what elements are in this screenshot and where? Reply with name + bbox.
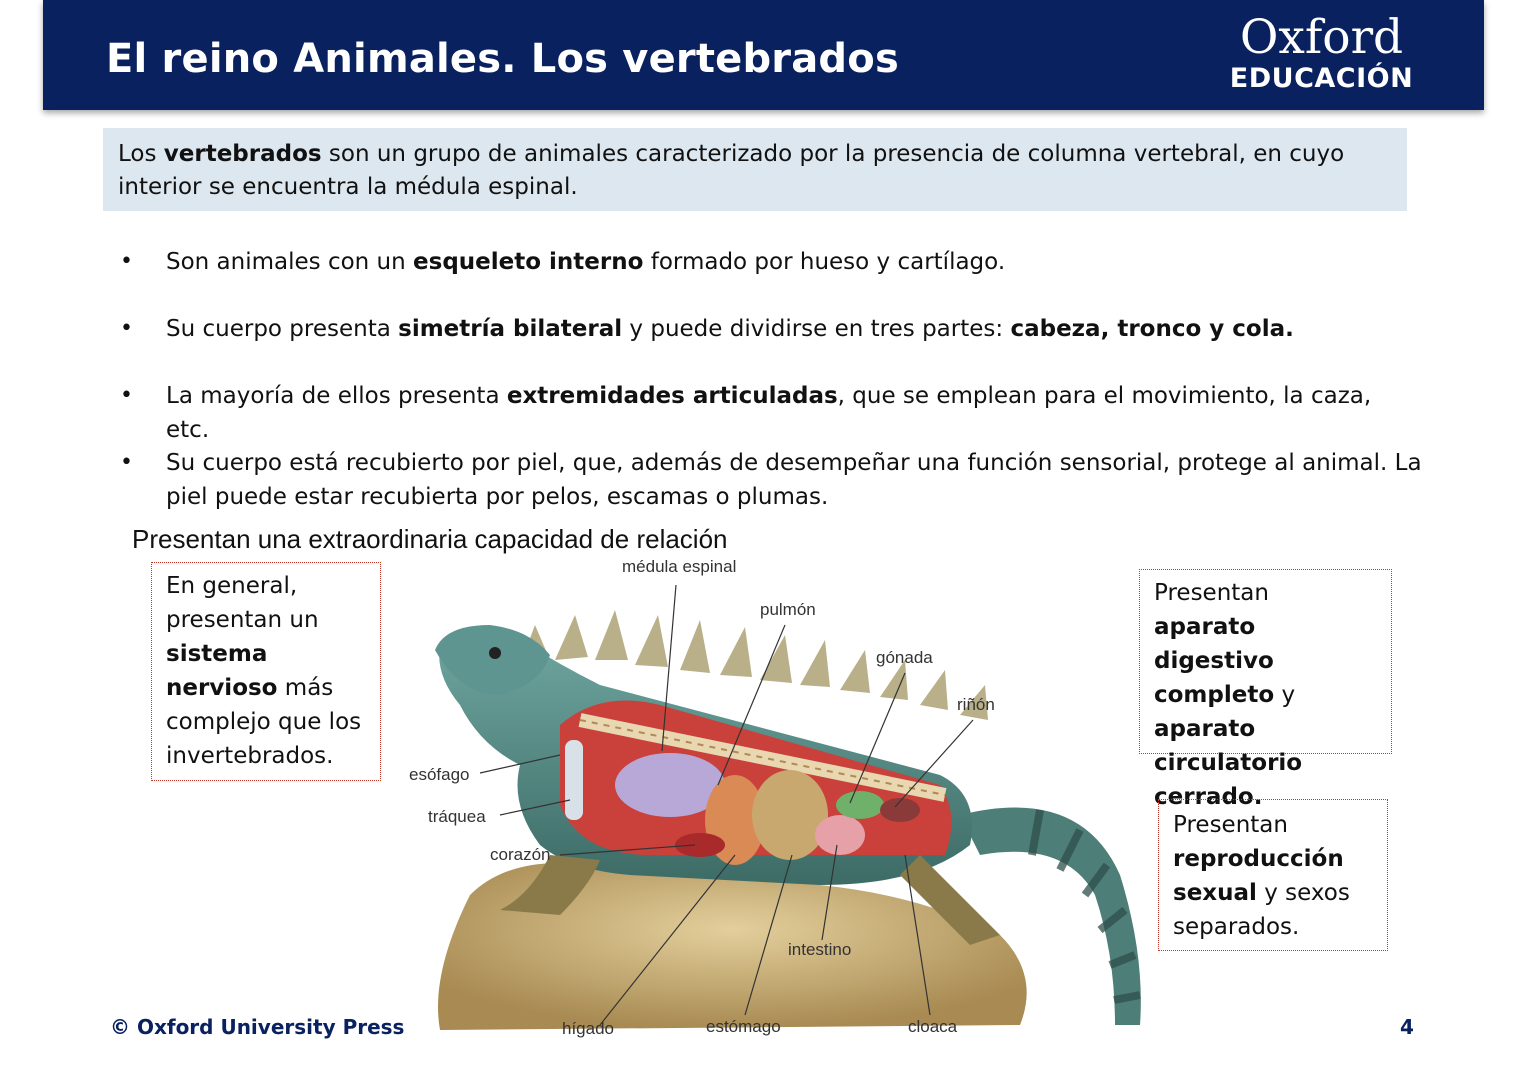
intestine-shape: [815, 815, 865, 855]
bullet-bold: extremidades articuladas: [506, 383, 838, 409]
box-text: En general, presentan un: [166, 573, 319, 633]
label-medula: médula espinal: [622, 557, 737, 576]
bullet-text: Su cuerpo está recubierto por piel, que, además de desempeñar una función sensorial, protege al animal. La piel puede estar recubierta por pelos, escamas o plumas.: [166, 450, 1422, 510]
oxford-logo: [1229, 12, 1414, 102]
box-text: y sexos separados.: [1173, 880, 1350, 940]
stomach-shape: [752, 770, 828, 860]
bullet-marker: •: [120, 383, 133, 408]
box-text: más complejo que los invertebrados.: [166, 675, 362, 769]
heart-shape: [675, 833, 725, 857]
list-item: [120, 312, 1294, 346]
page-title: El reino Animales. Los vertebrados: [106, 36, 899, 82]
bullet-marker: •: [120, 316, 133, 341]
definition-pre: Los: [118, 141, 164, 167]
label-pulmon: pulmón: [760, 600, 816, 619]
iguana-anatomy-figure: [400, 555, 1160, 1065]
bullet-bold: simetría bilateral: [398, 316, 623, 342]
box-text: Presentan: [1173, 812, 1288, 838]
label-rinon: riñón: [957, 695, 995, 714]
logo-word: Oxford: [1239, 10, 1404, 65]
logo-subtitle: EDUCACIÓN: [1229, 63, 1414, 94]
box-text: y: [1274, 682, 1296, 708]
bullet-text: , que se emplean para el movimiento, la caza, etc.: [166, 383, 1372, 443]
bullet-text: Son animales con un: [166, 249, 414, 275]
label-intestino: intestino: [788, 940, 852, 959]
bullet-text: La mayoría de ellos presenta: [166, 383, 507, 409]
bullet-text: formado por hueso y cartílago.: [643, 249, 1006, 275]
iguana-illustration: [400, 555, 1160, 1065]
label-higado: hígado: [562, 1019, 614, 1038]
box-bold: sistema nervioso: [166, 641, 278, 701]
list-item: [120, 379, 1420, 447]
box-bold: reproducción sexual: [1173, 846, 1344, 906]
list-item: [120, 446, 1451, 514]
digestive-system-box: [1139, 569, 1392, 810]
bullet-bold: cabeza, tronco y cola.: [1010, 316, 1294, 342]
gonad-shape: [836, 791, 884, 819]
section-subheading: Presentan una extraordinaria capacidad de relación: [132, 524, 728, 554]
bullet-bold: esqueleto interno: [413, 249, 644, 275]
bullet-text: Su cuerpo presenta: [166, 316, 399, 342]
label-cloaca: cloaca: [908, 1017, 958, 1036]
box-text: Presentan: [1154, 580, 1269, 606]
definition-term: vertebrados: [163, 141, 322, 167]
definition-box: [103, 128, 1407, 211]
label-traquea: tráquea: [428, 807, 486, 826]
bullet-text: y puede dividirse en tres partes:: [622, 316, 1011, 342]
reproduction-box: [1158, 799, 1388, 951]
label-estomago: estómago: [706, 1017, 781, 1036]
page-number: 4: [1400, 1015, 1414, 1039]
list-item: [120, 245, 1005, 279]
footer-copyright: © Oxford University Press: [110, 1015, 405, 1039]
label-gonada: gónada: [876, 648, 933, 667]
trachea-shape: [565, 740, 583, 820]
nervous-system-box: [151, 562, 381, 781]
label-corazon: corazón: [490, 845, 551, 864]
bullet-marker: •: [120, 249, 133, 274]
bullet-marker: •: [120, 450, 133, 475]
box-bold: aparato circulatorio cerrado.: [1154, 716, 1303, 810]
box-bold: aparato digestivo completo: [1154, 614, 1275, 708]
definition-post: son un grupo de animales caracterizado por la presencia de columna vertebral, en cuyo interior se encuentra la médula espinal.: [118, 141, 1345, 200]
header-bar: [43, 0, 1484, 110]
label-esofago: esófago: [409, 765, 470, 784]
